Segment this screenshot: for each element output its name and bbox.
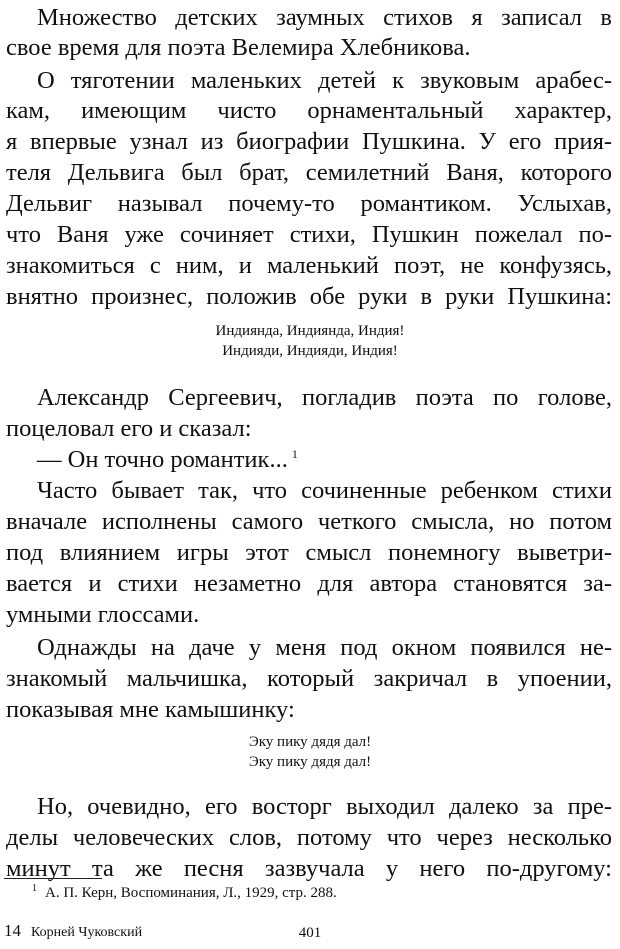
body-line: Множество детских заумных стихов я записал в	[37, 4, 612, 31]
body-line: Однажды на даче у меня под окном появился не-	[37, 634, 612, 661]
body-line: Но, очевидно, его восторг выходил далеко за пре-	[37, 793, 612, 820]
body-line: О тяготении маленьких детей к звуковым арабес-	[37, 67, 612, 94]
body-line: Дельвиг называл почему-то романтиком. Услыхав,	[6, 190, 612, 217]
body-line: умными глоссами.	[6, 601, 200, 628]
footnote-number: 1	[32, 883, 37, 894]
body-line: я впервые узнал из биографии Пушкина. У его прия-	[6, 128, 612, 155]
body-line: вается и стихи незаметно для автора становятся за-	[6, 570, 612, 597]
body-line: поцеловал его и сказал:	[6, 415, 252, 442]
body-line: свое время для поэта Велемира Хлебникова.	[6, 34, 471, 61]
body-line: под влиянием игры этот смысл понемногу выветри-	[6, 539, 612, 566]
body-line: кам, имеющим чисто орнаментальный характер,	[6, 97, 612, 124]
footnote	[32, 884, 337, 902]
body-line: Александр Сергеевич, погладив поэта по голове,	[37, 384, 612, 411]
verse-line: Эку пику дядя дал!	[248, 734, 372, 750]
verse-line: Индиянда, Индиянда, Индия!	[215, 323, 405, 339]
body-line: вначале исполнены самого четкого смысла, но потом	[6, 508, 612, 535]
running-author: Корней Чуковский	[31, 925, 143, 940]
page-number: 14	[4, 921, 21, 940]
body-line: минут та же песня зазвучала у него по-другому:	[6, 855, 612, 882]
body-line: Часто бывает так, что сочиненные ребенком стихи	[37, 477, 612, 504]
verse-line: Эку пику дядя дал!	[248, 754, 372, 770]
dialogue-text: — Он точно романтик...	[37, 446, 288, 473]
dialogue-line	[37, 445, 612, 475]
body-line: знакомиться с ним, и маленький поэт, не конфузясь,	[6, 252, 612, 279]
body-line: делы человеческих слов, потому что через несколько	[6, 824, 612, 851]
footnote-marker: 1	[291, 446, 298, 461]
verse-line: Индияди, Индияди, Индия!	[222, 343, 398, 359]
body-line: показывая мне камышинку:	[6, 696, 295, 723]
body-line: что Ваня уже сочиняет стихи, Пушкин пожелал по-	[6, 221, 612, 248]
footnote-rule	[4, 878, 102, 879]
page-footer-center-number: 401	[298, 925, 322, 941]
body-line: теля Дельвига был брат, семилетний Ваня, которого	[6, 159, 612, 186]
footnote-text: А. П. Керн, Воспоминания, Л., 1929, стр. 288.	[45, 885, 337, 901]
body-line: внятно произнес, положив обе руки в руки Пушкина:	[6, 283, 612, 310]
body-line: знакомый мальчишка, который закричал в упоении,	[6, 665, 612, 692]
